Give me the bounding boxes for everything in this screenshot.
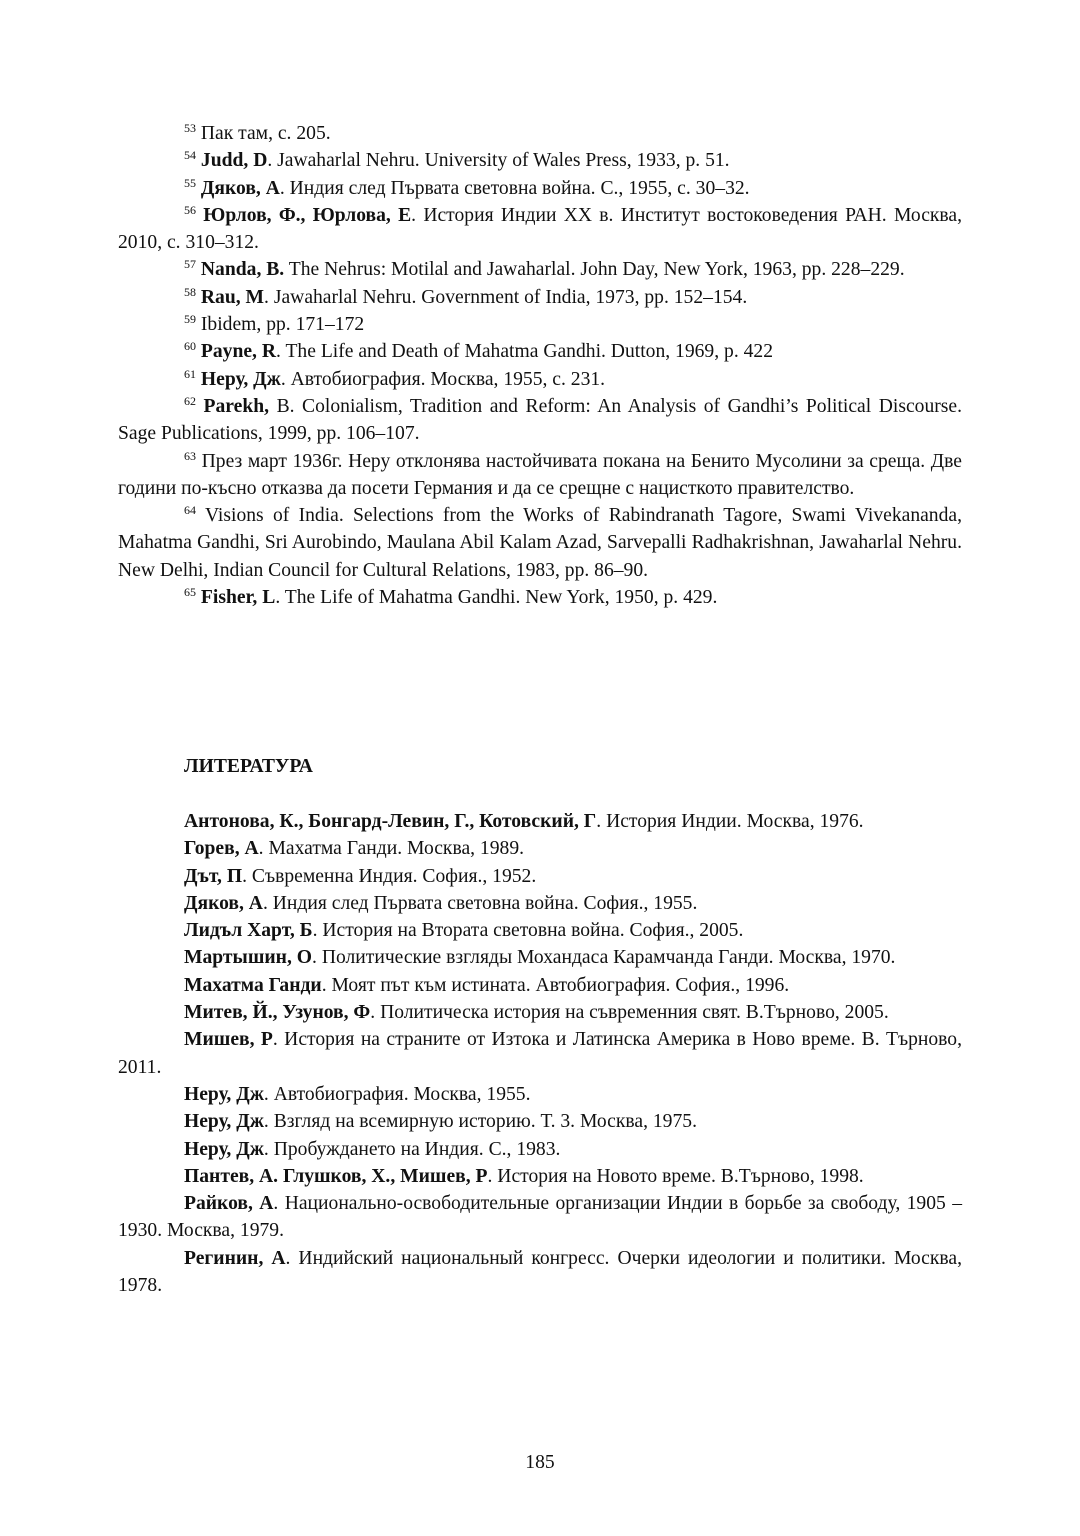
lit-author: Райков, А bbox=[184, 1193, 274, 1215]
footnote-text: B. Colonialism, Tradition and Reform: An Analysis of Gandhi’s Political Discourse. Sage Publications, 1999, pp. 106–107. bbox=[118, 395, 962, 445]
literature-item bbox=[118, 1026, 962, 1081]
footnote-number: 61 bbox=[184, 366, 196, 381]
literature-item bbox=[118, 1136, 962, 1163]
literature-item bbox=[118, 890, 962, 917]
literature-item bbox=[118, 999, 962, 1026]
lit-text: . Национально-освободительные организации Индии в борьбе за свободу, 1905 – 1930. Москва, 1979. bbox=[118, 1193, 962, 1242]
literature-item bbox=[118, 972, 962, 999]
footnote bbox=[118, 284, 962, 311]
literature-item bbox=[118, 1190, 962, 1245]
footnote-text: . The Life and Death of Mahatma Gandhi. Dutton, 1969, p. 422 bbox=[276, 341, 774, 363]
footnote-number: 56 bbox=[184, 202, 196, 217]
footnote bbox=[118, 393, 962, 448]
footnote-number: 65 bbox=[184, 585, 196, 600]
footnote-author: Payne, R bbox=[200, 341, 277, 363]
literature-item bbox=[118, 917, 962, 944]
footnote-author: Rau, M bbox=[200, 286, 265, 308]
lit-author: Пантев, А. Глушков, Х., Мишев, Р bbox=[184, 1165, 488, 1187]
footnote-author: Parekh, bbox=[203, 395, 270, 417]
footnote-text: The Nehrus: Motilal and Jawaharlal. John Day, New York, 1963, pp. 228–229. bbox=[284, 259, 905, 281]
lit-author: Мишев, Р bbox=[184, 1029, 273, 1051]
footnote-text: . Jawaharlal Nehru. University of Wales Press, 1933, p. 51. bbox=[267, 150, 730, 172]
footnote-number: 58 bbox=[184, 284, 196, 299]
footnote bbox=[118, 175, 962, 202]
literature-item bbox=[118, 808, 962, 835]
literature-list bbox=[118, 808, 962, 1299]
lit-text: . Съвременна Индия. София., 1952. bbox=[242, 865, 537, 887]
footnote-number: 57 bbox=[184, 257, 196, 272]
lit-author: Регинин, А bbox=[184, 1247, 286, 1269]
lit-text: . Пробуждането на Индия. С., 1983. bbox=[263, 1138, 561, 1160]
lit-text: . Политические взгляды Мохандаса Карамчанда Ганди. Москва, 1970. bbox=[312, 947, 896, 969]
footnotes bbox=[118, 120, 962, 611]
literature-item bbox=[118, 1081, 962, 1108]
lit-author: Дът, П bbox=[184, 865, 243, 887]
literature-item bbox=[118, 1163, 962, 1190]
lit-text: . История на Новото време. В.Търново, 1998. bbox=[487, 1165, 864, 1187]
footnote-number: 62 bbox=[184, 393, 196, 408]
literature-item bbox=[118, 835, 962, 862]
lit-author: Дяков, А bbox=[184, 892, 263, 914]
lit-author: Лидъл Харт, Б bbox=[184, 920, 313, 942]
literature-item bbox=[118, 944, 962, 971]
lit-author: Горев, А bbox=[184, 838, 259, 860]
lit-author: Неру, Дж bbox=[184, 1083, 264, 1105]
lit-author: Антонова, К., Бонгард-Левин, Г., Котовский, Г bbox=[184, 811, 597, 832]
footnote-author: Неру, Дж bbox=[200, 368, 281, 390]
lit-author: Митев, Й., Узунов, Ф bbox=[184, 1002, 371, 1024]
lit-text: . История на Втората световна война. София., 2005. bbox=[312, 920, 744, 942]
footnote-number: 54 bbox=[184, 148, 196, 163]
footnote-text: Пак там, с. 205. bbox=[200, 123, 331, 144]
footnote-number: 63 bbox=[184, 448, 196, 463]
lit-text: . Индия след Първата световна война. София., 1955. bbox=[262, 892, 698, 914]
lit-text: . История на страните от Изтока и Латинска Америка в Ново време. В. Търново, 2011. bbox=[118, 1029, 962, 1078]
footnote-author: Fisher, L bbox=[200, 587, 276, 609]
footnote-number: 55 bbox=[184, 175, 196, 190]
lit-author: Мартышин, О bbox=[184, 947, 313, 969]
footnote bbox=[118, 366, 962, 393]
footnote bbox=[118, 120, 962, 147]
lit-text: . Индийский национальный конгресс. Очерки идеологии и политики. Москва, 1978. bbox=[118, 1247, 962, 1297]
footnote-author: Дяков, А bbox=[200, 177, 280, 199]
footnote bbox=[118, 147, 962, 174]
footnote bbox=[118, 256, 962, 283]
lit-text: . Автобиография. Москва, 1955. bbox=[263, 1083, 531, 1105]
literature-item bbox=[118, 863, 962, 890]
lit-author: Махатма Ганди bbox=[184, 974, 322, 996]
footnote-text: . The Life of Mahatma Gandhi. New York, 1950, p. 429. bbox=[275, 587, 718, 609]
footnote-number: 59 bbox=[184, 312, 196, 327]
lit-text: . Махатма Ганди. Москва, 1989. bbox=[258, 838, 525, 860]
footnote bbox=[118, 448, 962, 503]
footnote-text: . Jawaharlal Nehru. Government of India, 1973, pp. 152–154. bbox=[264, 286, 748, 308]
footnote bbox=[118, 502, 962, 584]
footnote bbox=[118, 202, 962, 257]
footnote-author: Nanda, B. bbox=[200, 259, 285, 281]
footnote-number: 60 bbox=[184, 339, 196, 354]
lit-text: . Взгляд на всемирную историю. Т. 3. Москва, 1975. bbox=[263, 1111, 697, 1133]
footnote-text: Ibidem, pp. 171–172 bbox=[200, 314, 365, 336]
footnote-text: . Автобиография. Москва, 1955, с. 231. bbox=[280, 368, 606, 390]
footnote bbox=[118, 584, 962, 611]
lit-text: . История Индии. Москва, 1976. bbox=[596, 811, 864, 832]
literature-item bbox=[118, 1245, 962, 1300]
lit-text: . Политическа история на съвременния свят. В.Търново, 2005. bbox=[370, 1002, 889, 1024]
footnote-number: 53 bbox=[184, 121, 196, 135]
literature-item bbox=[118, 1108, 962, 1135]
footnote bbox=[118, 311, 962, 338]
footnote-text: . История Индии XX в. Институт востоковедения РАН. Москва, 2010, с. 310–312. bbox=[118, 204, 962, 254]
lit-author: Неру, Дж bbox=[184, 1111, 264, 1133]
footnote-number: 64 bbox=[184, 503, 196, 518]
footnote bbox=[118, 338, 962, 365]
page-number: 185 bbox=[525, 1452, 555, 1473]
footnote-text: . Индия след Първата световна война. С., 1955, с. 30–32. bbox=[279, 177, 750, 199]
section-heading: ЛИТЕРАТУРА bbox=[184, 756, 313, 777]
lit-author: Неру, Дж bbox=[184, 1138, 264, 1160]
lit-text: . Моят път към истината. Автобиография. София., 1996. bbox=[321, 974, 790, 996]
footnote-author: Judd, D bbox=[200, 150, 268, 172]
footnote-text: Visions of India. Selections from the Works of Rabindranath Tagore, Swami Vivekananda, Mahatma Gandhi, Sri Aurobindo, Maulana Abil Kalam Azad, Sarvepalli Radhakrishnan, Jawaharlal Nehru. New Delhi, Indian Council for Cultural Relations, 1983, pp. 86–90. bbox=[118, 505, 962, 581]
footnote-text: През март 1936г. Неру отклонява настойчивата покана на Бенито Мусолини за среща. Две години по-късно отказва да посети Германия и да се срещне с нацисткото правителство. bbox=[118, 450, 962, 499]
footnote-author: Юрлов, Ф., Юрлова, Е bbox=[203, 204, 412, 226]
